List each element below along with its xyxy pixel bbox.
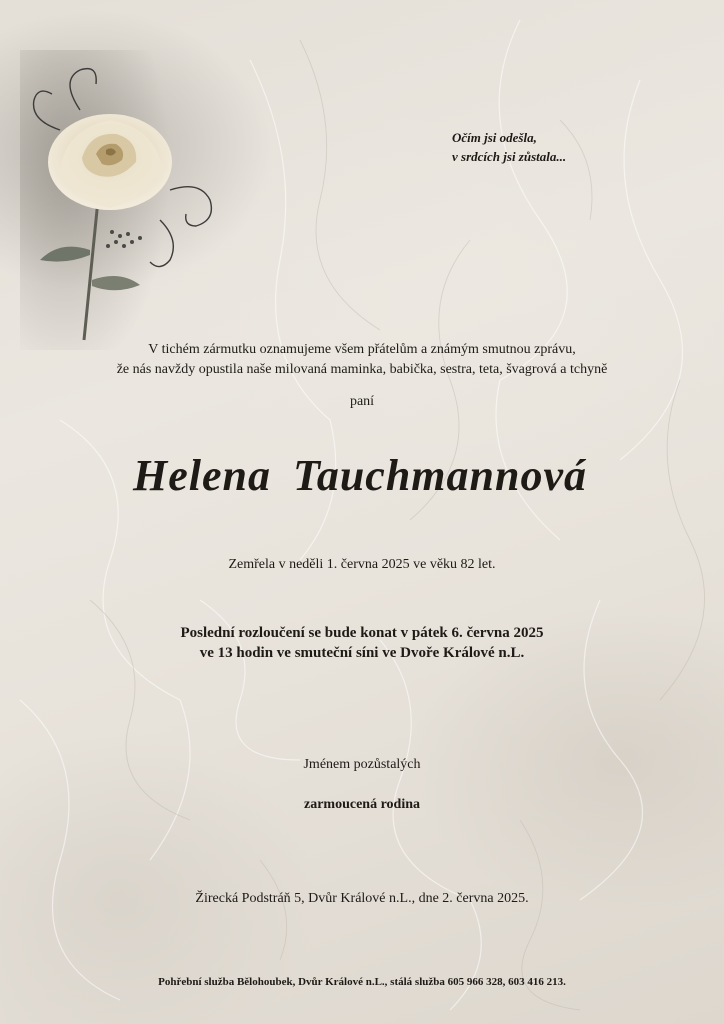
salutation: paní [349,394,375,409]
announcement-line-2: že nás navždy opustila naše milovaná maminka, babička, sestra, teta, švagrová a tchyně [116,362,608,377]
announcement-line-1: V tichém zármutku oznamujeme všem přátelům a známým smutnou zprávu, [148,342,576,357]
deceased-name [110,450,610,501]
funeral-info [0,623,724,663]
deceased-first-name: Helena [133,451,271,500]
funeral-line-2: ve 13 hodin ve smuteční síni ve Dvoře Králové n.L. [199,645,525,661]
motto-line-1: Očím jsi odešla, [452,130,537,145]
funeral-service-footer: Pohřební služba Bělohoubek, Dvůr Králové n.L., stálá služba 605 966 328, 603 416 213. [158,976,566,988]
funeral-line-1: Poslední rozloučení se bude konat v pátek 6. června 2025 [180,625,544,641]
motto-line-2: v srdcích jsi zůstala... [452,149,567,164]
family-signature: zarmoucená rodina [303,797,420,812]
death-info: Zemřela v neděli 1. června 2025 ve věku 82 let. [228,557,496,572]
on-behalf-text: Jménem pozůstalých [303,757,421,772]
motto [452,128,566,166]
address-date: Žirecká Podstráň 5, Dvůr Králové n.L., dne 2. června 2025. [195,891,529,906]
announcement [0,340,724,380]
rose-image [20,50,240,350]
deceased-last-name: Tauchmannová [292,451,587,500]
